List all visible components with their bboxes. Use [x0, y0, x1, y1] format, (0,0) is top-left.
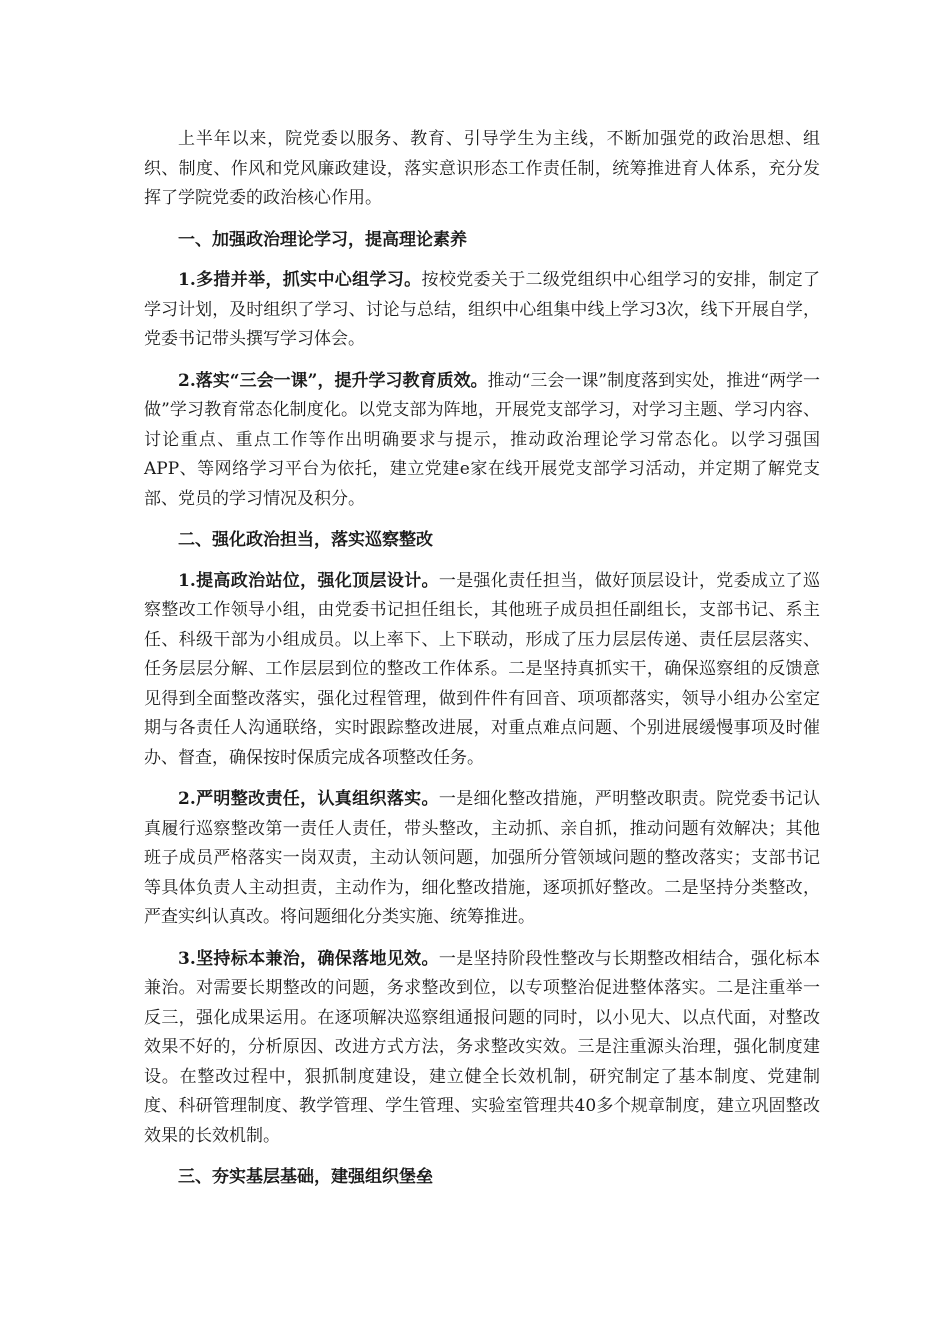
paragraph	[144, 567, 820, 774]
paragraph	[144, 367, 820, 515]
paragraph	[144, 785, 820, 933]
paragraph-lead: 1.多措并举，抓实中心组学习。	[178, 270, 422, 290]
section-heading: 二、强化政治担当，落实巡察整改	[178, 530, 433, 550]
paragraph	[144, 945, 820, 1152]
paragraph-lead: 3.坚持标本兼治，确保落地见效。	[178, 948, 439, 969]
paragraph-text: 推动“三会一课”制度落到实处，推进“两学一做”学习教育常态化制度化。以党支部为阵地，开展党支部学习，对学习主题、学习内容、讨论重点、重点工作等作出明确要求与提示，推动政治理论学习常态化。以学习强国APP、等网络学习平台为依托，建立党建e家在线开展党支部学习活动，并定期了解党支部、党员的学习情况及积分。	[144, 370, 820, 509]
paragraph-lead: 2.严明整改责任，认真组织落实。	[178, 789, 439, 809]
intro-paragraph: 上半年以来，院党委以服务、教育、引导学生为主线，不断加强党的政治思想、组织、制度、作风和党风廉政建设，落实意识形态工作责任制，统筹推进育人体系，充分发挥了学院党委的政治核心作用。	[144, 129, 820, 208]
section-heading: 一、加强政治理论学习，提高理论素养	[178, 229, 467, 250]
section-heading: 三、夯实基层基础，建强组织堡垒	[178, 1167, 433, 1187]
paragraph-lead: 2.落实“三会一课”，提升学习教育质效。	[178, 370, 488, 391]
paragraph-text: 按校党委关于二级党组织中心组学习的安排，制定了学习计划，及时组织了学习、讨论与总结，组织中心组集中线上学习3次，线下开展自学，党委书记带头撰写学习体会。	[144, 270, 821, 349]
paragraph-lead: 1.提高政治站位，强化顶层设计。	[178, 570, 439, 591]
paragraph-text: 一是坚持阶段性整改与长期整改相结合，强化标本兼治。对需要长期整改的问题，务求整改到位，以专项整治促进整体落实。二是注重举一反三，强化成果运用。在逐项解决巡察组通报问题的同时，以小见大、以点代面，对整改效果不好的，分析原因、改进方式方法，务求整改实效。三是注重源头治理，强化制度建设。在整改过程中，狠抓制度建设，建立健全长效机制，研究制定了基本制度、党建制度、科研管理制度、教学管理、学生管理、实验室管理共40多个规章制度，建立巩固整改效果的长效机制。	[144, 948, 821, 1146]
document-body	[144, 125, 820, 1204]
paragraph	[144, 266, 820, 355]
paragraph-text: 一是细化整改措施，严明整改职责。院党委书记认真履行巡察整改第一责任人责任，带头整改，主动抓、亲自抓，推动问题有效解决；其他班子成员严格落实一岗双责，主动认领问题，加强所分管领域问题的整改落实；支部书记等具体负责人主动担责，主动作为，细化整改措施，逐项抓好整改。二是坚持分类整改，严查实纠认真改。将问题细化分类实施、统筹推进。	[144, 789, 821, 927]
paragraph-text: 一是强化责任担当，做好顶层设计，党委成立了巡察整改工作领导小组，由党委书记担任组长，其他班子成员担任副组长，支部书记、系主任、科级干部为小组成员。以上率下、上下联动，形成了压力层层传递、责任层层落实、任务层层分解、工作层层到位的整改工作体系。二是坚持真抓实干，确保巡察组的反馈意见得到全面整改落实，强化过程管理，做到件件有回音、项项都落实，领导小组办公室定期与各责任人沟通联络，实时跟踪整改进展，对重点难点问题、个别进展缓慢事项及时催办、督查，确保按时保质完成各项整改任务。	[144, 570, 821, 768]
